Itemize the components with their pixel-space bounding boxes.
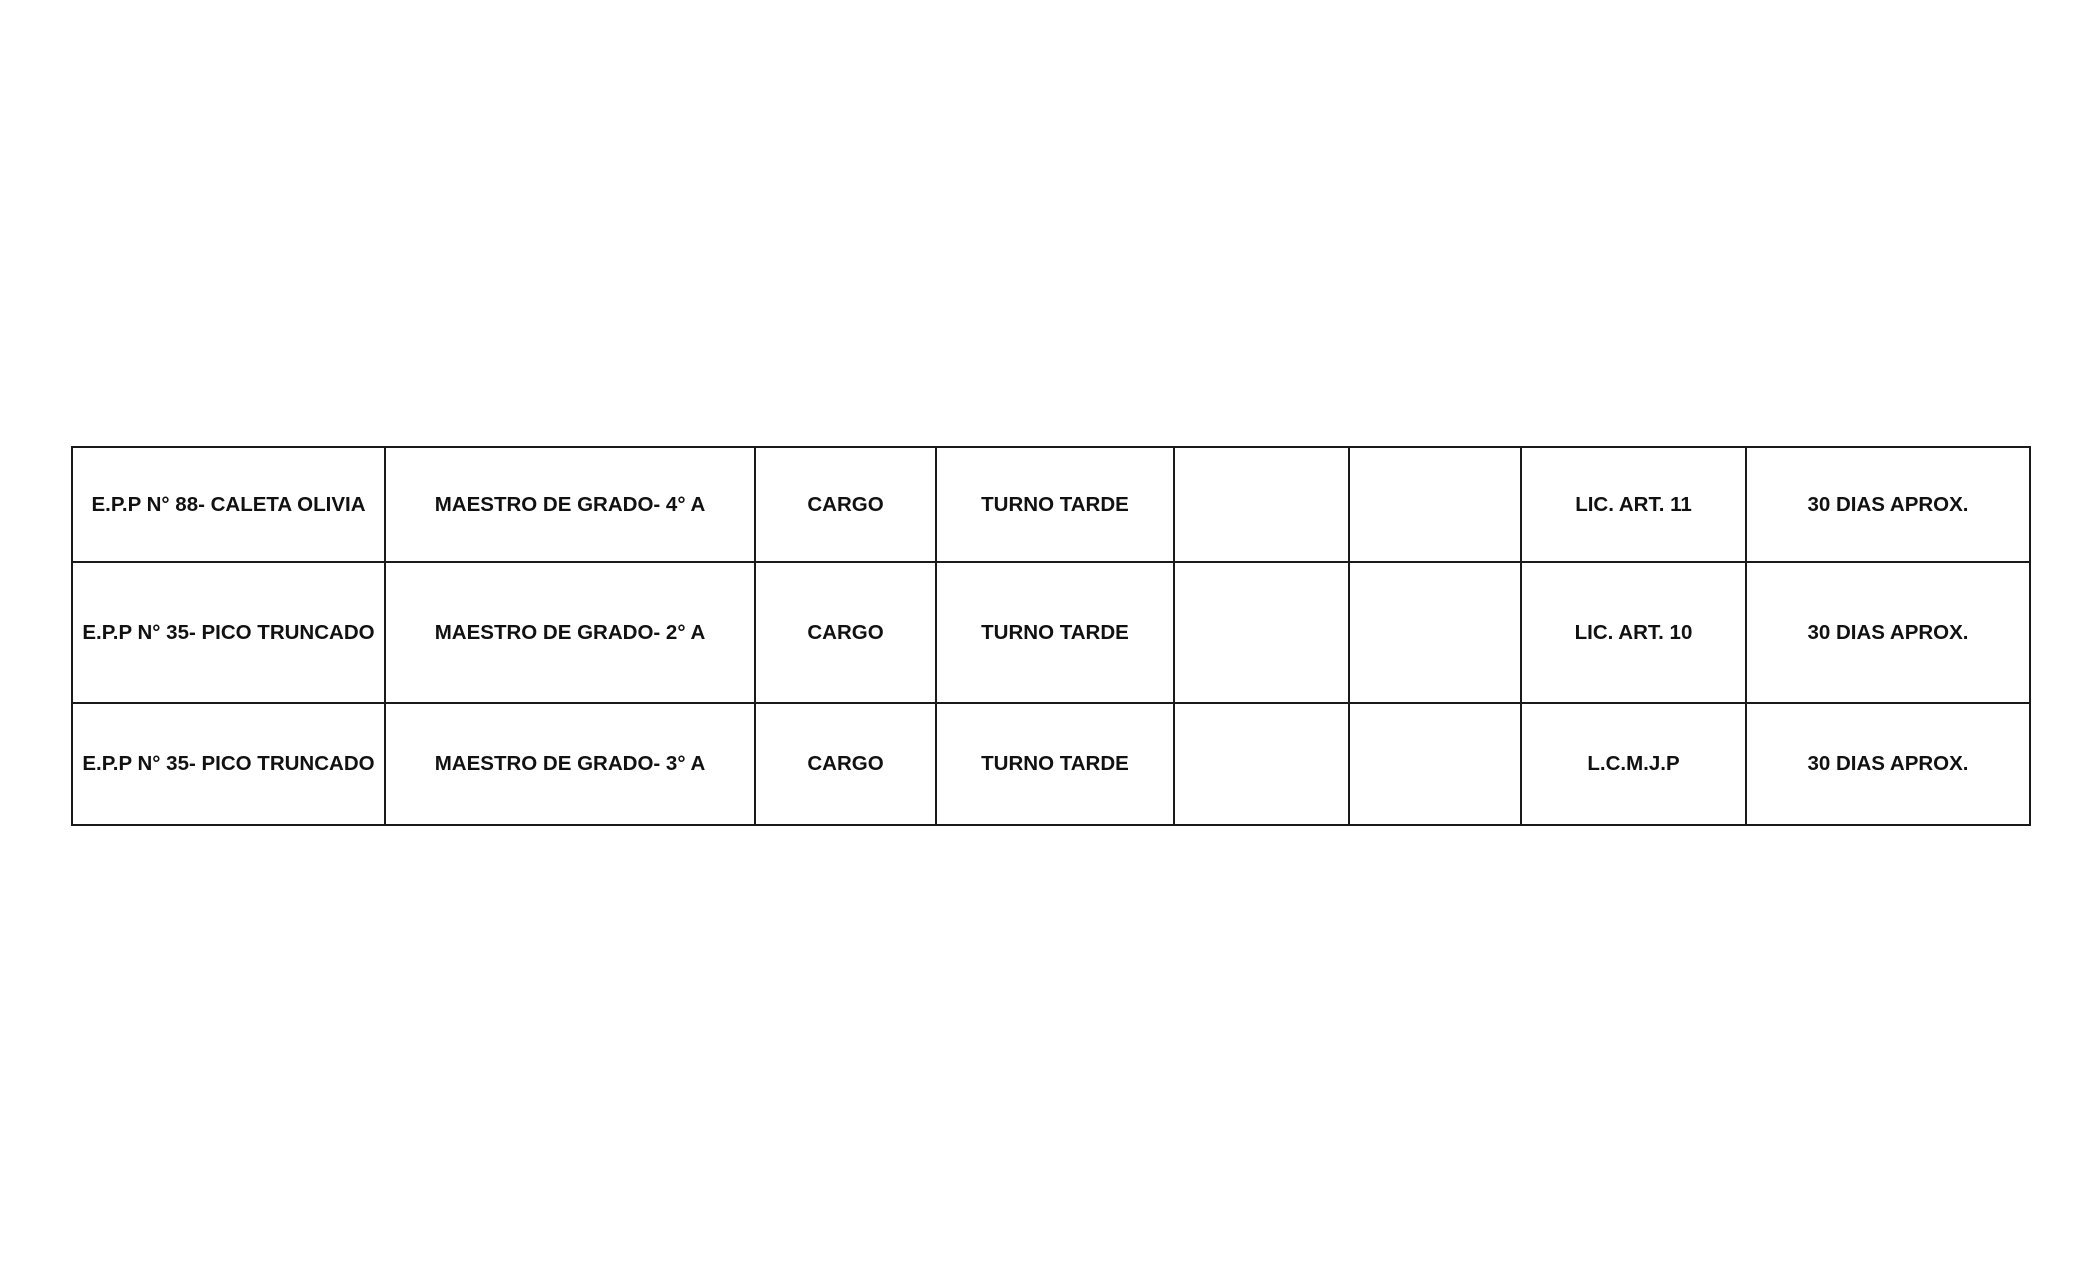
- empty-cell: [1174, 703, 1349, 825]
- leave-cell: LIC. ART. 11: [1521, 447, 1746, 562]
- type-cell: CARGO: [755, 562, 936, 703]
- shift-cell: TURNO TARDE: [936, 562, 1174, 703]
- duration-cell: 30 DIAS APROX.: [1746, 562, 2030, 703]
- shift-cell: TURNO TARDE: [936, 703, 1174, 825]
- type-cell: CARGO: [755, 447, 936, 562]
- duration-cell: 30 DIAS APROX.: [1746, 447, 2030, 562]
- position-cell: MAESTRO DE GRADO- 3° A: [385, 703, 755, 825]
- table-row: [72, 703, 2030, 825]
- school-cell: E.P.P N° 35- PICO TRUNCADO: [72, 703, 385, 825]
- type-cell: CARGO: [755, 703, 936, 825]
- school-cell: E.P.P N° 88- CALETA OLIVIA: [72, 447, 385, 562]
- duration-cell: 30 DIAS APROX.: [1746, 703, 2030, 825]
- empty-cell: [1349, 703, 1521, 825]
- empty-cell: [1174, 562, 1349, 703]
- leave-cell: LIC. ART. 10: [1521, 562, 1746, 703]
- table-row: [72, 562, 2030, 703]
- empty-cell: [1349, 447, 1521, 562]
- shift-cell: TURNO TARDE: [936, 447, 1174, 562]
- empty-cell: [1174, 447, 1349, 562]
- position-cell: MAESTRO DE GRADO- 2° A: [385, 562, 755, 703]
- vacancy-table: [71, 446, 2031, 826]
- table-row: [72, 447, 2030, 562]
- leave-cell: L.C.M.J.P: [1521, 703, 1746, 825]
- position-cell: MAESTRO DE GRADO- 4° A: [385, 447, 755, 562]
- empty-cell: [1349, 562, 1521, 703]
- school-cell: E.P.P N° 35- PICO TRUNCADO: [72, 562, 385, 703]
